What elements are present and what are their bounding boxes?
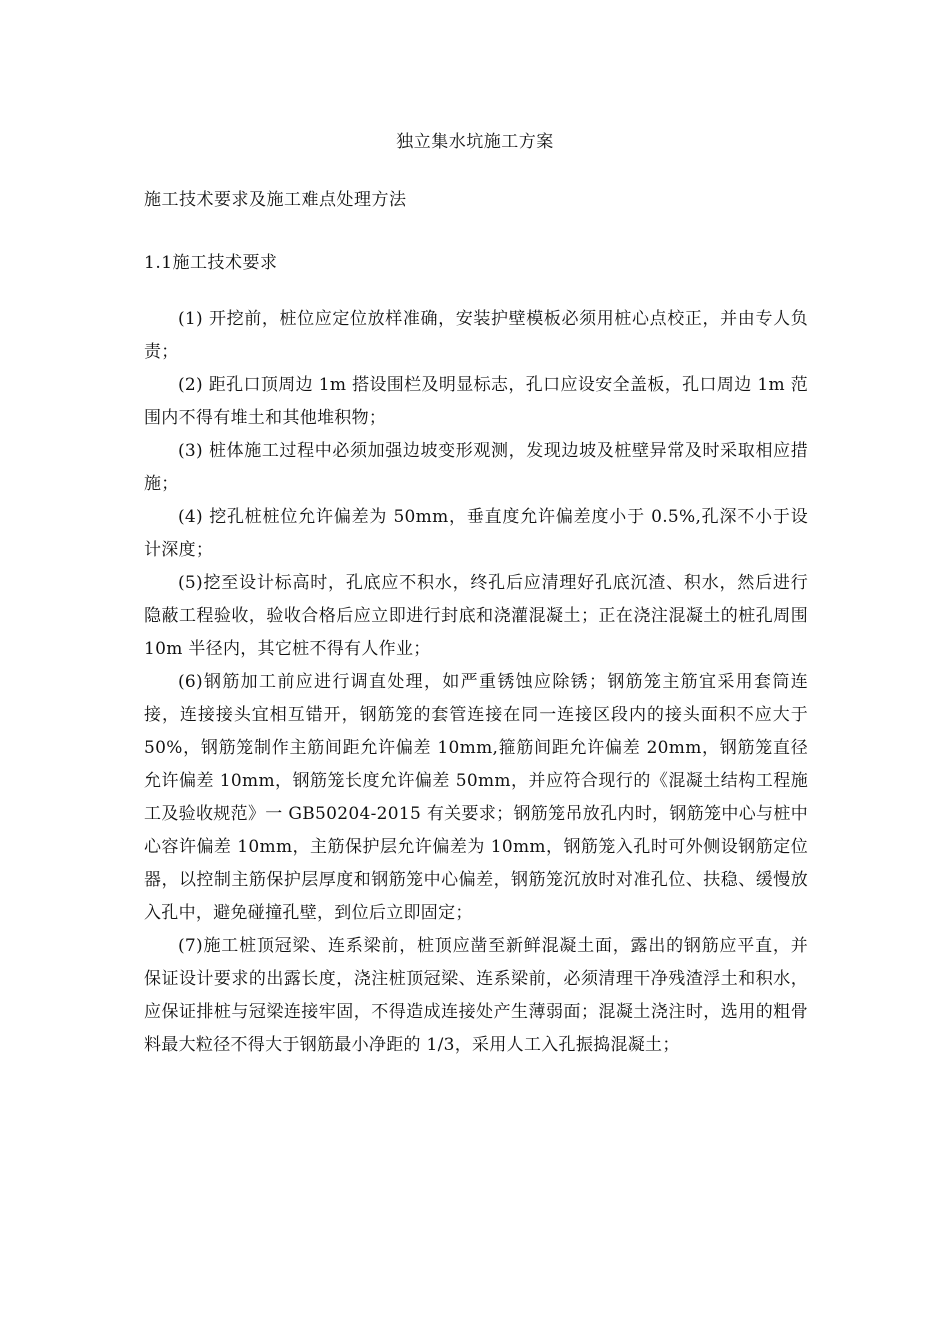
paragraph-6: (6)钢筋加工前应进行调直处理，如严重锈蚀应除锈；钢筋笼主筋宜采用套筒连接，连接接头宜相互错开，钢筋笼的套管连接在同一连接区段内的接头面积不应大于 50%，钢筋笼制作主筋间距允许偏差 10mm,箍筋间距允许偏差 20mm，钢筋笼直径允许偏差 10mm，钢筋笼长度允许偏差 50mm，并应符合现行的《混凝土结构工程施工及验收规范》一 GB50204-2015 有关要求；钢筋笼吊放孔内时，钢筋笼中心与桩中心容许偏差 10mm，主筋保护层允许偏差为 10mm，钢筋笼入孔时可外侧设钢筋定位器，以控制主筋保护层厚度和钢筋笼中心偏差，钢筋笼沉放时对准孔位、扶稳、缓慢放入孔中，避免碰撞孔壁，到位后立即固定； [144,672,808,923]
section-heading: 施工技术要求及施工难点处理方法 [144,190,407,210]
subsection-heading: 1.1施工技术要求 [144,253,278,273]
document-title: 独立集水坑施工方案 [396,132,554,152]
paragraph-2: (2) 距孔口顶周边 1m 搭设围栏及明显标志，孔口应设安全盖板，孔口周边 1m 范围内不得有堆土和其他堆积物； [144,375,808,428]
paragraph-3: (3) 桩体施工过程中必须加强边坡变形观测，发现边坡及桩壁异常及时采取相应措施； [144,441,808,494]
paragraph-4: (4) 挖孔桩桩位允许偏差为 50mm，垂直度允许偏差度小于 0.5%,孔深不小于设计深度； [144,507,808,560]
paragraph-5: (5)挖至设计标高时，孔底应不积水，终孔后应清理好孔底沉渣、积水，然后进行隐蔽工程验收，验收合格后应立即进行封底和浇灌混凝土；正在浇注混凝土的桩孔周围 10m 半径内，其它桩不得有人作业； [144,573,808,659]
document-body [144,303,808,1062]
paragraph-7: (7)施工桩顶冠梁、连系梁前，桩顶应凿至新鲜混凝土面，露出的钢筋应平直，并保证设计要求的出露长度，浇注桩顶冠梁、连系梁前，必须清理干净残渣浮土和积水，应保证排桩与冠梁连接牢固，不得造成连接处产生薄弱面；混凝土浇注时，选用的粗骨料最大粒径不得大于钢筋最小净距的 1/3，采用人工入孔振捣混凝土； [144,936,808,1055]
paragraph-1: (1) 开挖前，桩位应定位放样准确，安装护壁模板必须用桩心点校正，并由专人负责； [144,309,808,362]
